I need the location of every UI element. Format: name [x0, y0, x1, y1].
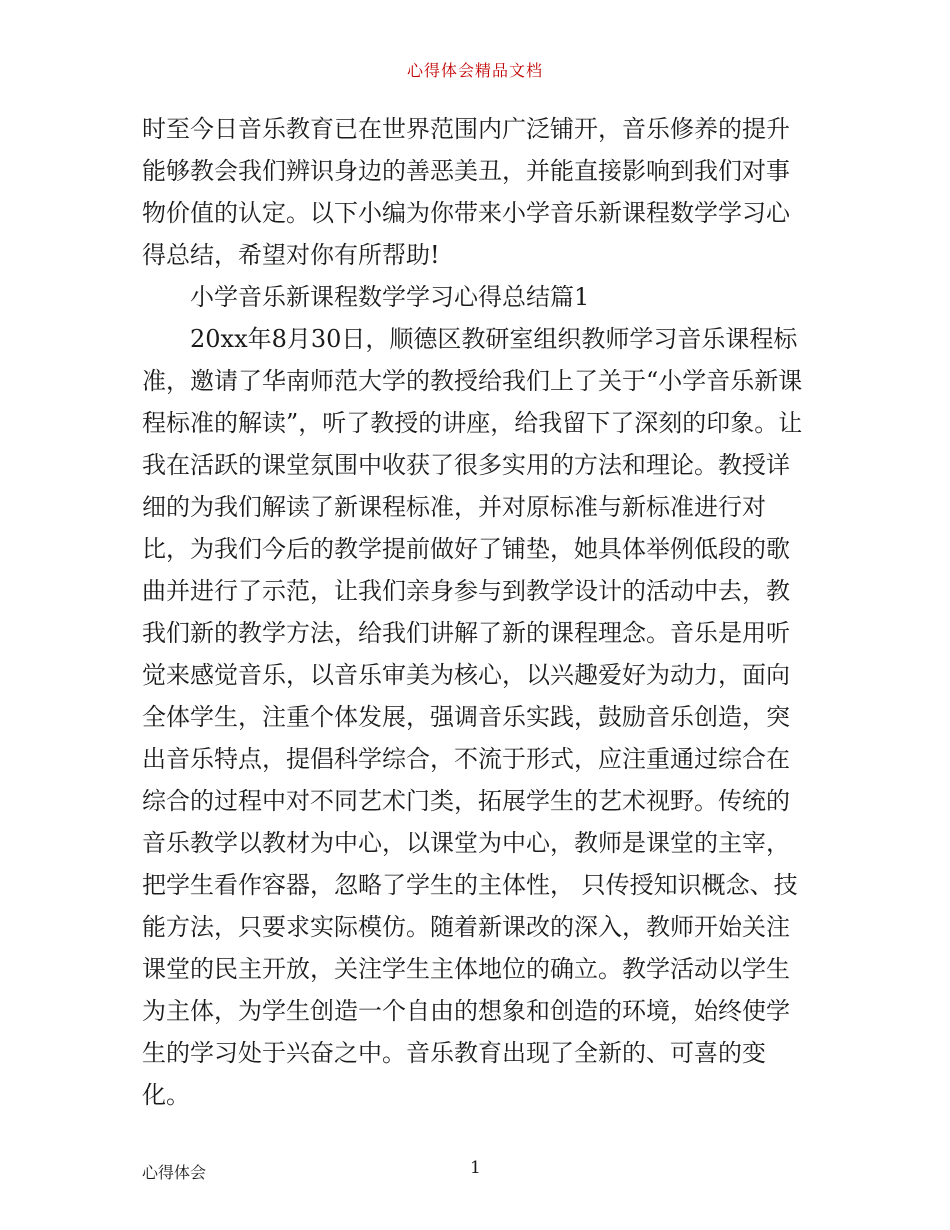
intro-paragraph: 时至今日音乐教育已在世界范围内广泛铺开，音乐修养的提升能够教会我们辨识身边的善恶美丑，并能直接影响到我们对事物价值的认定。以下小编为你带来小学音乐新课程数学学习心得总结，希望对你有所帮助! [142, 115, 790, 269]
footer-label: 心得体会 [142, 1163, 207, 1182]
section-title: 小学音乐新课程数学学习心得总结篇1 [190, 283, 590, 311]
body-paragraph: 20xx年8月30日，顺德区教研室组织教师学习音乐课程标准，邀请了华南师范大学的教授给我们上了关于“小学音乐新课程标准的解读”，听了教授的讲座，给我留下了深刻的印象。让我在活跃的课堂氛围中收获了很多实用的方法和理论。教授详细的为我们解读了新课程标准，并对原标准与新标准进行对比，为我们今后的教学提前做好了铺垫，她具体举例低段的歌曲并进行了示范，让我们亲身参与到教学设计的活动中去，教我们新的教学方法，给我们讲解了新的课程理念。音乐是用听觉来感觉音乐，以音乐审美为核心，以兴趣爱好为动力，面向全体学生，注重个体发展，强调音乐实践，鼓励音乐创造，突出音乐特点，提倡科学综合，不流于形式，应注重通过综合在综合的过程中对不同艺术门类，拓展学生的艺术视野。传统的音乐教学以教材为中心，以课堂为中心，教师是课堂的主宰，把学生看作容器，忽略了学生的主体性， 只传授知识概念、技能方法，只要求实际模仿。随着新课改的深入，教师开始关注课堂的民主开放，关注学生主体地位的确立。教学活动以学生为主体，为学生创造一个自由的想象和创造的环境，始终使学生的学习处于兴奋之中。音乐教育出现了全新的、可喜的变化。 [142, 325, 803, 1109]
page-header-title: 心得体会精品文档 [406, 61, 543, 80]
document-body [142, 108, 812, 1116]
page-number: 1 [470, 1158, 481, 1178]
